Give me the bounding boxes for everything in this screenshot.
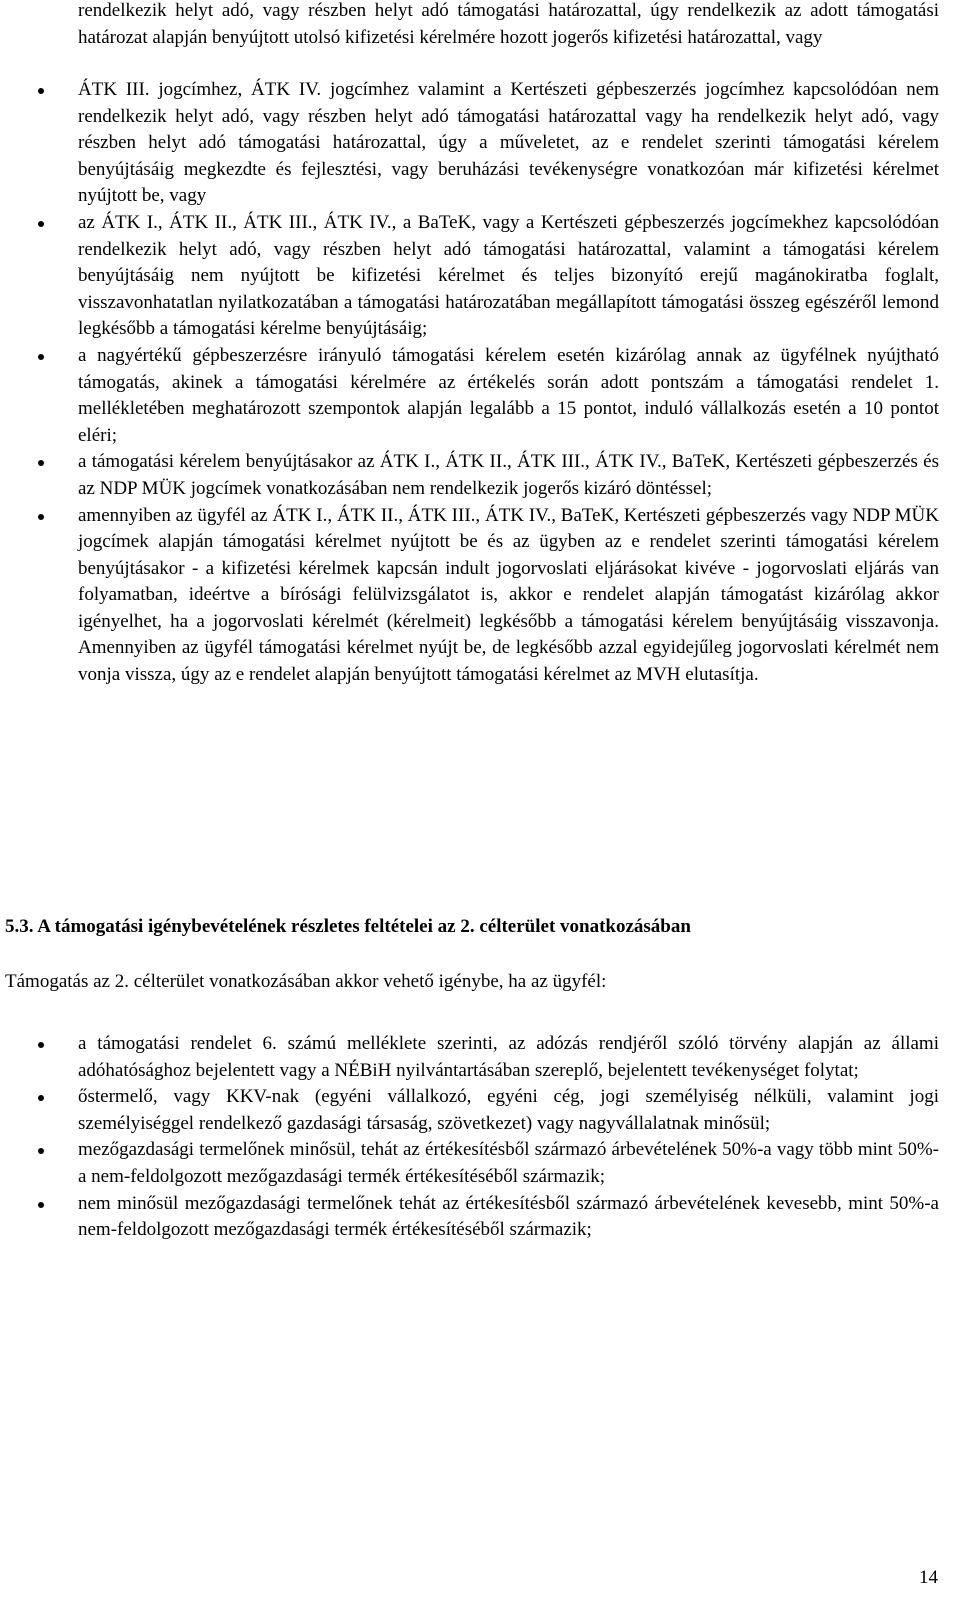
list-item-text: a támogatási kérelem benyújtásakor az ÁTK I., ÁTK II., ÁTK III., ÁTK IV., BaTeK, Kertészeti gépbeszerzés és az NDP MÜK jogcímek vonatkozásában nem rendelkezik jogerős kizáró döntéssel; [78,451,939,499]
bullet-icon [38,354,44,360]
list-item [78,449,939,502]
list-item-text: őstermelő, vagy KKV-nak (egyéni vállalkozó, egyéni cég, jogi személyiség nélküli, valamint jogi személyiséggel rendelkező gazdasági társaság, szövetkezet) vagy nagyvállalatnak minősül; [78,1086,939,1134]
list-item [78,77,939,210]
eligibility-list-1 [78,77,939,689]
list-item-text: ÁTK III. jogcímhez, ÁTK IV. jogcímhez valamint a Kertészeti gépbeszerzés jogcímhez kapcsolódóan nem rendelkezik helyt adó, vagy részben helyt adó támogatási határozattal vagy ha rendelkezik helyt adó, vagy részben helyt adó támogatási határozattal, úgy a műveletet, az e rendelet szerinti támogatási kérelem benyújtásáig megkezdte és fejlesztési, vagy beruházási tevékenységre vonatkozóan már kifizetési kérelmet nyújtott be, vagy [78,79,939,207]
list-item-text: a támogatási rendelet 6. számú melléklete szerinti, az adózás rendjéről szóló törvény alapján az állami adóhatósághoz bejelentett vagy a NÉBiH nyilvántartásában szereplő, bejelentett tevékenységet folytat; [78,1033,939,1081]
list-item [78,210,939,343]
page-number: 14 [919,1567,938,1588]
list-item [78,1137,939,1190]
list-item [78,503,939,689]
list-item-text: amennyiben az ügyfél az ÁTK I., ÁTK II., ÁTK III., ÁTK IV., BaTeK, Kertészeti gépbeszerzés vagy NDP MÜK jogcímek alapján támogatási kérelmet nyújtott be és az ügyben az e rendelet szerinti támogatási kérelem benyújtásakor - a kifizetési kérelmek kapcsán indult jogorvoslati eljárásokat kivéve - jogorvoslati eljárás van folyamatban, ideértve a bírósági felülvizsgálatot is, akkor e rendelet alapján támogatást kizárólag akkor igényelhet, ha a jogorvoslati kérelmét (kérelmeit) legkésőbb a támogatási kérelem benyújtásáig visszavonja. Amennyiben az ügyfél támogatási kérelmet nyújt be, de legkésőbb azzal egyidejűleg jogorvoslati kérelmét nem vonja vissza, úgy az e rendelet alapján benyújtott támogatási kérelmet az MVH elutasítja. [78,504,939,686]
list-item-text: mezőgazdasági termelőnek minősül, tehát az értékesítésből származó árbevételének 50%-a vagy több mint 50%-a nem-feldolgozott mezőgazdasági termék értékesítéséből származik; [78,1139,939,1187]
bullet-icon [38,460,44,466]
bullet-icon [38,1042,44,1048]
bullet-icon [38,1095,44,1101]
bullet-icon [38,88,44,94]
list-item-text: az ÁTK I., ÁTK II., ÁTK III., ÁTK IV., a BaTeK, vagy a Kertészeti gépbeszerzés jogcímekhez kapcsolódóan rendelkezik helyt adó, vagy részben helyt adó támogatási határozattal, valamint a támogatási kérelem benyújtásáig nem nyújtott be kifizetési kérelmet és teljes bizonyító erejű magánokiratba foglalt, visszavonhatatlan nyilatkozatában a támogatási határozatában megállapított támogatási összeg egészéről lemond legkésőbb a támogatási kérelme benyújtásáig; [78,211,939,340]
list-item-text: a nagyértékű gépbeszerzésre irányuló támogatási kérelem esetén kizárólag annak az ügyfélnek nyújtható támogatás, akinek a támogatási kérelmére az értékelés során adott pontszám a támogatási rendelet 1. mellékletében meghatározott szempontok alapján legalább a 15 pontot, induló vállalkozás esetén a 10 pontot eléri; [78,344,939,446]
bullet-icon [38,514,44,520]
continuation-paragraph: rendelkezik helyt adó, vagy részben helyt adó támogatási határozattal, úgy rendelkezik az adott támogatási határozat alapján benyújtott utolsó kifizetési kérelmére hozott jogerős kifizetési határozattal, vagy [78,0,939,48]
bullet-icon [38,1148,44,1154]
eligibility-list-2 [78,1031,939,1244]
intro-paragraph: Támogatás az 2. célterület vonatkozásában akkor vehető igénybe, ha az ügyfél: [5,971,607,992]
section-heading: 5.3. A támogatási igénybevételének részletes feltételei az 2. célterület vonatkozásában [5,916,691,937]
bullet-icon [38,1202,44,1208]
list-item [78,1191,939,1244]
list-item [78,343,939,449]
bullet-icon [38,221,44,227]
list-item-text: nem minősül mezőgazdasági termelőnek tehát az értékesítésből származó árbevételének kevesebb, mint 50%-a nem-feldolgozott mezőgazdasági termék értékesítéséből származik; [78,1192,939,1241]
list-item [78,1031,939,1084]
list-item [78,1084,939,1137]
